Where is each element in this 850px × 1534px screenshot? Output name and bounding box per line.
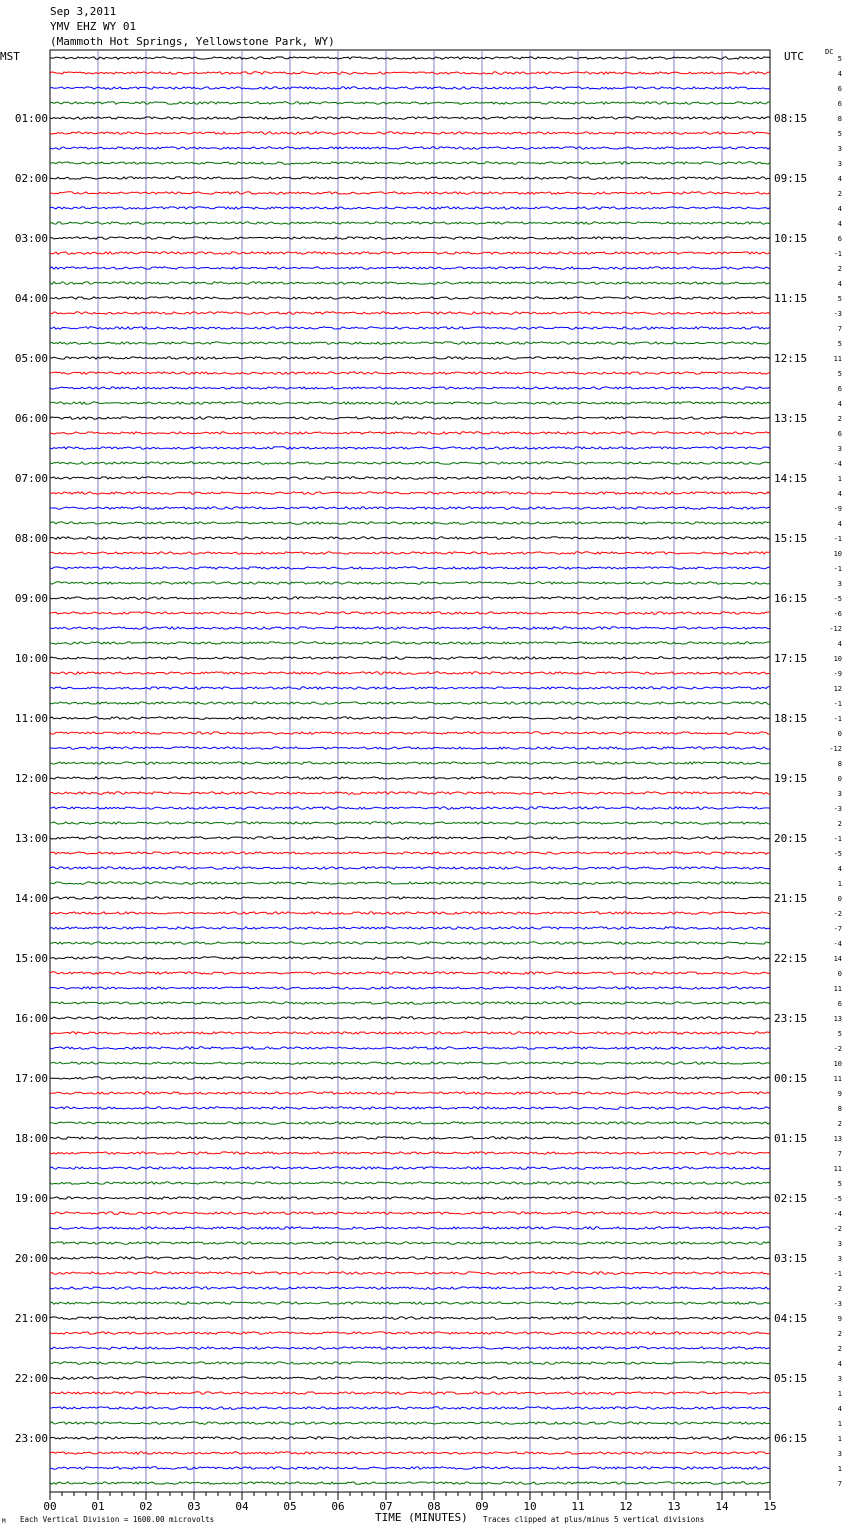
dc-offset-value: 0 bbox=[837, 970, 842, 978]
utc-hour-label: 22:15 bbox=[774, 952, 808, 965]
seismic-trace bbox=[50, 612, 770, 614]
dc-offset-value: 0 bbox=[837, 895, 842, 903]
corner-mark: M bbox=[2, 1518, 6, 1525]
utc-hour-label: 15:15 bbox=[774, 532, 808, 545]
utc-hour-label: 02:15 bbox=[774, 1192, 808, 1205]
dc-offset-value: 4 bbox=[837, 865, 842, 873]
seismic-trace bbox=[50, 192, 770, 194]
x-tick-label: 07 bbox=[379, 1500, 393, 1513]
dc-offset-value: -1 bbox=[833, 715, 842, 723]
seismic-trace bbox=[50, 777, 770, 779]
dc-offset-value: 1 bbox=[837, 1420, 842, 1428]
dc-offset-value: 8 bbox=[837, 760, 842, 768]
seismic-trace bbox=[50, 342, 770, 344]
seismic-trace bbox=[50, 732, 770, 734]
seismic-trace bbox=[50, 1272, 770, 1274]
dc-offset-value: 2 bbox=[837, 190, 842, 198]
dc-offset-value: 0 bbox=[837, 730, 842, 738]
dc-offset-value: -9 bbox=[833, 670, 842, 678]
dc-offset-value: 4 bbox=[837, 490, 842, 498]
dc-offset-value: -1 bbox=[833, 1270, 842, 1278]
mst-hour-label: 16:00 bbox=[14, 1012, 48, 1025]
mst-hour-label: 18:00 bbox=[14, 1132, 48, 1145]
mst-hour-label: 23:00 bbox=[14, 1432, 48, 1445]
seismic-trace bbox=[50, 237, 770, 239]
seismic-trace bbox=[50, 372, 770, 374]
seismic-trace bbox=[50, 627, 770, 629]
utc-hour-label: 00:15 bbox=[774, 1072, 808, 1085]
dc-offset-value: -2 bbox=[833, 910, 842, 918]
dc-offset-value: 1 bbox=[837, 1465, 842, 1473]
seismic-trace bbox=[50, 417, 770, 419]
mst-hour-label: 04:00 bbox=[14, 292, 48, 305]
dc-offset-value: 5 bbox=[837, 1030, 842, 1038]
dc-offset-value: -12 bbox=[829, 625, 842, 633]
dc-offset-value: 2 bbox=[837, 1285, 842, 1293]
x-tick-label: 02 bbox=[139, 1500, 153, 1513]
mst-hour-label: 09:00 bbox=[14, 592, 48, 605]
x-tick-label: 04 bbox=[235, 1500, 249, 1513]
seismic-trace bbox=[50, 582, 770, 584]
dc-offset-value: 4 bbox=[837, 280, 842, 288]
dc-offset-value: -5 bbox=[833, 850, 842, 858]
dc-offset-value: -4 bbox=[833, 460, 842, 468]
seismic-trace bbox=[50, 1362, 770, 1364]
seismic-trace bbox=[50, 252, 770, 254]
seismic-trace bbox=[50, 792, 770, 794]
seismic-trace bbox=[50, 1137, 770, 1139]
dc-offset-value: -4 bbox=[833, 940, 842, 948]
dc-offset-value: -1 bbox=[833, 700, 842, 708]
utc-hour-label: 08:15 bbox=[774, 112, 808, 125]
utc-hour-label: 14:15 bbox=[774, 472, 808, 485]
seismic-trace bbox=[50, 1302, 770, 1304]
station-code: YMV EHZ WY 01 bbox=[50, 20, 137, 33]
mst-hour-label: 13:00 bbox=[14, 832, 48, 845]
dc-offset-value: 2 bbox=[837, 415, 842, 423]
dc-offset-value: 4 bbox=[837, 175, 842, 183]
seismic-trace bbox=[50, 432, 770, 434]
seismic-trace bbox=[50, 987, 770, 989]
seismic-trace bbox=[50, 447, 770, 449]
seismic-trace bbox=[50, 702, 770, 704]
mst-hour-label: 07:00 bbox=[14, 472, 48, 485]
seismic-trace bbox=[50, 672, 770, 674]
dc-offset-value: 8 bbox=[837, 115, 842, 123]
dc-offset-value: -3 bbox=[833, 805, 842, 813]
seismic-trace bbox=[50, 1002, 770, 1004]
mst-hour-label: 17:00 bbox=[14, 1072, 48, 1085]
dc-offset-value: 5 bbox=[837, 295, 842, 303]
dc-offset-value: -1 bbox=[833, 535, 842, 543]
clip-note: Traces clipped at plus/minus 5 vertical divisions bbox=[483, 1515, 705, 1524]
seismic-trace bbox=[50, 927, 770, 929]
x-tick-label: 09 bbox=[475, 1500, 489, 1513]
utc-hour-label: 13:15 bbox=[774, 412, 808, 425]
seismic-trace bbox=[50, 327, 770, 329]
mst-hour-label: 10:00 bbox=[14, 652, 48, 665]
mst-hour-label: 11:00 bbox=[14, 712, 48, 725]
dc-offset-value: 4 bbox=[837, 205, 842, 213]
utc-hour-label: 17:15 bbox=[774, 652, 808, 665]
seismic-trace bbox=[50, 897, 770, 899]
seismic-trace bbox=[50, 507, 770, 509]
seismic-trace bbox=[50, 537, 770, 539]
seismic-trace bbox=[50, 642, 770, 644]
seismic-trace bbox=[50, 1107, 770, 1109]
dc-offset-value: 3 bbox=[837, 160, 842, 168]
seismic-trace bbox=[50, 1122, 770, 1124]
dc-offset-value: 2 bbox=[837, 1345, 842, 1353]
seismic-trace bbox=[50, 312, 770, 314]
seismic-trace bbox=[50, 1032, 770, 1034]
seismic-trace bbox=[50, 1377, 770, 1379]
dc-offset-value: 3 bbox=[837, 445, 842, 453]
utc-hour-label: 16:15 bbox=[774, 592, 808, 605]
dc-offset-value: 4 bbox=[837, 640, 842, 648]
dc-offset-value: 2 bbox=[837, 1120, 842, 1128]
seismic-trace bbox=[50, 972, 770, 974]
dc-offset-value: 5 bbox=[837, 370, 842, 378]
dc-offset-value: -2 bbox=[833, 1225, 842, 1233]
utc-hour-label: 05:15 bbox=[774, 1372, 808, 1385]
mst-hour-label: 14:00 bbox=[14, 892, 48, 905]
mst-hour-label: 15:00 bbox=[14, 952, 48, 965]
dc-offset-value: -12 bbox=[829, 745, 842, 753]
dc-offset-value: 13 bbox=[833, 1015, 842, 1023]
seismic-trace bbox=[50, 837, 770, 839]
mst-hour-label: 22:00 bbox=[14, 1372, 48, 1385]
dc-offset-value: 12 bbox=[833, 685, 842, 693]
dc-offset-value: 2 bbox=[837, 820, 842, 828]
seismic-trace bbox=[50, 1017, 770, 1019]
seismic-trace bbox=[50, 657, 770, 659]
x-tick-label: 08 bbox=[427, 1500, 441, 1513]
x-tick-label: 12 bbox=[619, 1500, 633, 1513]
plot-frame bbox=[50, 50, 770, 1492]
utc-hour-label: 18:15 bbox=[774, 712, 808, 725]
utc-hour-label: 01:15 bbox=[774, 1132, 808, 1145]
seismic-trace bbox=[50, 912, 770, 914]
dc-offset-value: 7 bbox=[837, 1150, 842, 1158]
dc-offset-value: 4 bbox=[837, 520, 842, 528]
seismic-trace bbox=[50, 177, 770, 179]
seismic-trace bbox=[50, 1227, 770, 1229]
seismic-trace bbox=[50, 1392, 770, 1394]
dc-offset-value: 6 bbox=[837, 85, 842, 93]
dc-offset-value: -2 bbox=[833, 1045, 842, 1053]
utc-hour-label: 03:15 bbox=[774, 1252, 808, 1265]
seismic-trace bbox=[50, 1212, 770, 1214]
x-tick-label: 01 bbox=[91, 1500, 105, 1513]
dc-offset-value: 4 bbox=[837, 1405, 842, 1413]
dc-offset-value: 11 bbox=[833, 1165, 842, 1173]
dc-offset-value: 4 bbox=[837, 220, 842, 228]
mst-hour-label: 08:00 bbox=[14, 532, 48, 545]
mst-hour-label: 20:00 bbox=[14, 1252, 48, 1265]
dc-offset-value: 6 bbox=[837, 385, 842, 393]
dc-offset-value: -3 bbox=[833, 1300, 842, 1308]
station-location: (Mammoth Hot Springs, Yellowstone Park, WY) bbox=[50, 35, 335, 48]
seismic-trace bbox=[50, 957, 770, 959]
dc-offset-value: 5 bbox=[837, 55, 842, 63]
seismic-trace bbox=[50, 87, 770, 89]
seismic-trace bbox=[50, 462, 770, 464]
seismic-trace bbox=[50, 1167, 770, 1169]
dc-offset-value: 2 bbox=[837, 1330, 842, 1338]
seismic-trace bbox=[50, 1047, 770, 1049]
seismic-trace bbox=[50, 882, 770, 884]
dc-offset-value: 11 bbox=[833, 355, 842, 363]
seismic-trace bbox=[50, 72, 770, 74]
seismic-trace bbox=[50, 867, 770, 869]
dc-offset-value: 7 bbox=[837, 1480, 842, 1488]
dc-offset-value: 13 bbox=[833, 1135, 842, 1143]
seismic-trace bbox=[50, 1452, 770, 1454]
seismic-trace bbox=[50, 57, 770, 59]
scale-note: Each Vertical Division = 1600.00 microvolts bbox=[20, 1515, 215, 1524]
seismic-trace bbox=[50, 1257, 770, 1259]
seismic-trace bbox=[50, 387, 770, 389]
utc-hour-label: 06:15 bbox=[774, 1432, 808, 1445]
mst-hour-label: 21:00 bbox=[14, 1312, 48, 1325]
seismic-trace bbox=[50, 402, 770, 404]
dc-offset-value: 1 bbox=[837, 880, 842, 888]
utc-hour-label: 23:15 bbox=[774, 1012, 808, 1025]
seismic-trace bbox=[50, 1407, 770, 1409]
seismic-trace bbox=[50, 1077, 770, 1079]
seismic-trace bbox=[50, 552, 770, 554]
mst-hour-label: 03:00 bbox=[14, 232, 48, 245]
seismic-trace bbox=[50, 1422, 770, 1424]
seismic-trace bbox=[50, 1197, 770, 1199]
seismic-trace bbox=[50, 207, 770, 209]
seismic-trace bbox=[50, 1437, 770, 1439]
seismic-trace bbox=[50, 297, 770, 299]
seismic-trace bbox=[50, 267, 770, 269]
seismic-trace bbox=[50, 852, 770, 854]
dc-offset-value: 6 bbox=[837, 235, 842, 243]
dc-offset-value: 1 bbox=[837, 1390, 842, 1398]
seismic-trace bbox=[50, 1242, 770, 1244]
x-tick-label: 15 bbox=[763, 1500, 777, 1513]
seismic-trace bbox=[50, 687, 770, 689]
x-tick-label: 00 bbox=[43, 1500, 57, 1513]
seismic-trace bbox=[50, 762, 770, 764]
seismic-trace bbox=[50, 1317, 770, 1319]
dc-offset-value: 6 bbox=[837, 100, 842, 108]
dc-offset-value: 6 bbox=[837, 430, 842, 438]
seismic-trace bbox=[50, 1347, 770, 1349]
left-timezone-label: MST bbox=[0, 50, 20, 63]
dc-offset-value: -1 bbox=[833, 565, 842, 573]
mst-hour-label: 19:00 bbox=[14, 1192, 48, 1205]
dc-offset-value: -1 bbox=[833, 835, 842, 843]
seismic-trace bbox=[50, 567, 770, 569]
mst-hour-label: 06:00 bbox=[14, 412, 48, 425]
seismic-trace bbox=[50, 117, 770, 119]
dc-offset-value: 11 bbox=[833, 985, 842, 993]
utc-hour-label: 09:15 bbox=[774, 172, 808, 185]
seismic-trace bbox=[50, 1152, 770, 1154]
seismic-trace bbox=[50, 492, 770, 494]
dc-offset-value: 5 bbox=[837, 340, 842, 348]
dc-offset-value: 0 bbox=[837, 775, 842, 783]
seismic-trace bbox=[50, 1182, 770, 1184]
seismic-trace bbox=[50, 1287, 770, 1289]
seismic-trace bbox=[50, 1332, 770, 1334]
dc-offset-value: 9 bbox=[837, 1315, 842, 1323]
dc-offset-value: 5 bbox=[837, 1180, 842, 1188]
seismic-trace bbox=[50, 147, 770, 149]
dc-offset-value: 4 bbox=[837, 400, 842, 408]
utc-hour-label: 19:15 bbox=[774, 772, 808, 785]
x-tick-label: 14 bbox=[715, 1500, 729, 1513]
dc-offset-value: 10 bbox=[833, 550, 842, 558]
seismic-trace bbox=[50, 282, 770, 284]
dc-offset-value: -4 bbox=[833, 1210, 842, 1218]
dc-offset-value: 4 bbox=[837, 70, 842, 78]
x-tick-label: 06 bbox=[331, 1500, 345, 1513]
dc-offset-value: 2 bbox=[837, 265, 842, 273]
seismic-trace bbox=[50, 1467, 770, 1469]
dc-offset-value: -1 bbox=[833, 250, 842, 258]
dc-offset-value: 5 bbox=[837, 130, 842, 138]
x-tick-label: 10 bbox=[523, 1500, 537, 1513]
dc-offset-value: -3 bbox=[833, 310, 842, 318]
seismic-trace bbox=[50, 1092, 770, 1094]
mst-hour-label: 01:00 bbox=[14, 112, 48, 125]
seismic-trace bbox=[50, 132, 770, 134]
utc-hour-label: 11:15 bbox=[774, 292, 808, 305]
dc-offset-value: 14 bbox=[833, 955, 842, 963]
dc-offset-value: 3 bbox=[837, 790, 842, 798]
dc-offset-value: 1 bbox=[837, 1435, 842, 1443]
mst-hour-label: 05:00 bbox=[14, 352, 48, 365]
seismic-trace bbox=[50, 357, 770, 359]
seismic-trace bbox=[50, 222, 770, 224]
dc-offset-value: -5 bbox=[833, 595, 842, 603]
dc-offset-value: 3 bbox=[837, 1255, 842, 1263]
seismic-trace bbox=[50, 807, 770, 809]
x-tick-label: 13 bbox=[667, 1500, 681, 1513]
right-timezone-label: UTC bbox=[784, 50, 804, 63]
seismic-trace bbox=[50, 522, 770, 524]
chart-date: Sep 3,2011 bbox=[50, 5, 117, 18]
seismic-trace bbox=[50, 1062, 770, 1064]
dc-offset-value: 9 bbox=[837, 1090, 842, 1098]
seismic-trace bbox=[50, 102, 770, 104]
dc-offset-value: 3 bbox=[837, 145, 842, 153]
dc-offset-value: 10 bbox=[833, 655, 842, 663]
dc-offset-value: 10 bbox=[833, 1060, 842, 1068]
dc-offset-value: 3 bbox=[837, 1450, 842, 1458]
seismic-trace bbox=[50, 747, 770, 749]
dc-offset-value: 7 bbox=[837, 325, 842, 333]
dc-offset-value: 3 bbox=[837, 1375, 842, 1383]
seismic-trace bbox=[50, 162, 770, 164]
dc-offset-value: -7 bbox=[833, 925, 842, 933]
utc-hour-label: 20:15 bbox=[774, 832, 808, 845]
dc-offset-value: 8 bbox=[837, 1105, 842, 1113]
seismic-trace bbox=[50, 1482, 770, 1484]
dc-offset-value: 3 bbox=[837, 1240, 842, 1248]
seismic-trace bbox=[50, 822, 770, 824]
dc-offset-value: 6 bbox=[837, 1000, 842, 1008]
dc-offset-value: 1 bbox=[837, 475, 842, 483]
dc-offset-value: -6 bbox=[833, 610, 842, 618]
dc-offset-value: -5 bbox=[833, 1195, 842, 1203]
utc-hour-label: 10:15 bbox=[774, 232, 808, 245]
dc-offset-value: -9 bbox=[833, 505, 842, 513]
utc-hour-label: 21:15 bbox=[774, 892, 808, 905]
mst-hour-label: 12:00 bbox=[14, 772, 48, 785]
seismic-trace bbox=[50, 717, 770, 719]
x-tick-label: 11 bbox=[571, 1500, 585, 1513]
x-axis-title: TIME (MINUTES) bbox=[375, 1511, 468, 1524]
utc-hour-label: 12:15 bbox=[774, 352, 808, 365]
dc-offset-value: 3 bbox=[837, 580, 842, 588]
mst-hour-label: 02:00 bbox=[14, 172, 48, 185]
x-tick-label: 03 bbox=[187, 1500, 201, 1513]
seismic-trace bbox=[50, 597, 770, 599]
seismic-trace bbox=[50, 942, 770, 944]
dc-offset-value: 11 bbox=[833, 1075, 842, 1083]
dc-offset-header: DC bbox=[825, 48, 834, 56]
utc-hour-label: 04:15 bbox=[774, 1312, 808, 1325]
dc-offset-value: 4 bbox=[837, 1360, 842, 1368]
x-tick-label: 05 bbox=[283, 1500, 297, 1513]
seismic-trace bbox=[50, 477, 770, 479]
